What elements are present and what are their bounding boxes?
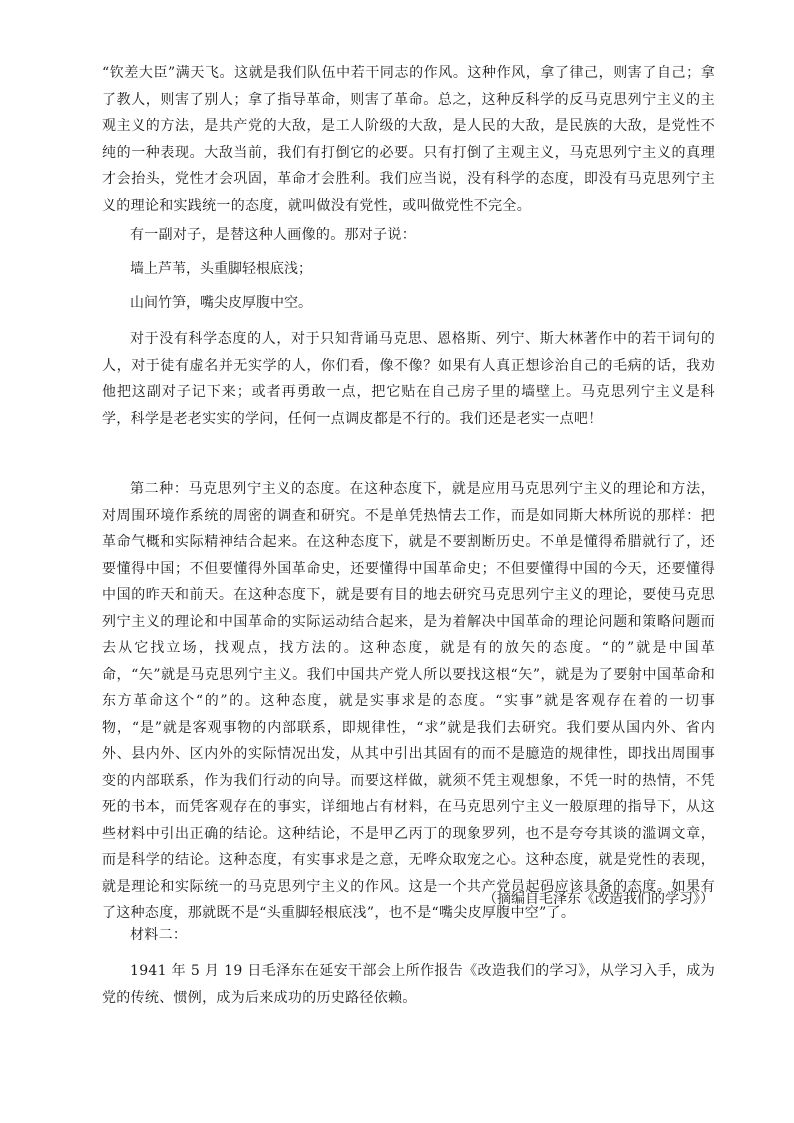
paragraph-subjectivism: “钦差大臣”满天飞。这就是我们队伍中若干同志的作风。这种作风，拿了律己，则害了自己；拿了教人，则害了别人；拿了指导革命，则害了革命。总之，这种反科学的反马克思列宁主义的主观主义的方法，是共产党的大敌，是工人阶级的大敌，是人民的大敌，是民族的大敌，是党性不纯的一种表现。大敌当前，我们有打倒它的必要。只有打倒了主观主义，马克思列宁主义的真理才会抬头，党性才会巩固，革命才会胜利。我们应当说，没有科学的态度，即没有马克思列宁主义的理论和实践统一的态度，就叫做没有党性，或叫做党性不完全。 [102,65,715,214]
paragraph-material-two: 1941 年 5 月 19 日毛泽东在延安干部会上所作报告《改造我们的学习》，从学习入手，成为党的传统、惯例，成为后来成功的历史路径依赖。 [102,963,715,1006]
paragraph-no-scientific-attitude: 对于没有科学态度的人，对于只知背诵马克思、恩格斯、列宁、斯大林著作中的若干词句的人，对于徒有虚名并无实学的人，你们看，像不像？如果有人真正想诊治自己的毛病的话，我劝他把这副对子记下来；或者再勇敢一点，把它贴在自己房子里的墙壁上。马克思列宁主义是科学，科学是老老实实的学问，任何一点调皮都是不行的。我们还是老实一点吧！ [102,331,715,427]
paragraph-marxist-attitude: 第二种：马克思列宁主义的态度。在这种态度下，就是应用马克思列宁主义的理论和方法，对周围环境作系统的周密的调查和研究。不是单凭热情去工作，而是如同斯大林所说的那样：把革命气概和实际精神结合起来。在这种态度下，就是不要割断历史。不单是懂得希腊就行了，还要懂得中国；不但要懂得外国革命史，还要懂得中国革命史；不但要懂得中国的今天，还要懂得中国的昨天和前天。在这种态度下，就是要有目的地去研究马克思列宁主义的理论，要使马克思列宁主义的理论和中国革命的实际运动结合起来，是为着解决中国革命的理论问题和策略问题而去从它找立场，找观点，找方法的。这种态度，就是有的放矢的态度。“的”就是中国革命，“矢”就是马克思列宁主义。我们中国共产党人所以要找这根“矢”，就是为了要射中国革命和东方革命这个“的”的。这种态度，就是实事求是的态度。“实事”就是客观存在着的一切事物，“是”就是客观事物的内部联系，即规律性，“求”就是我们去研究。我们要从国内外、省内外、县内外、区内外的实际情况出发，从其中引出其固有的而不是臆造的规律性，即找出周围事变的内部联系，作为我们行动的向导。而要这样做，就须不凭主观想象，不凭一时的热情，不凭死的书本，而凭客观存在的事实，详细地占有材料，在马克思列宁主义一般原理的指导下，从这些材料中引出正确的结论。这种结论，不是甲乙丙丁的现象罗列，也不是夸夸其谈的滥调文章，而是科学的结论。这种态度，有实事求是之意，无哗众取宠之心。这种态度，就是党性的表现，就是理论和实际统一的马克思列宁主义的作风。这是一个共产党员起码应该具备的态度。如果有了这种态度，那就既不是“头重脚轻根底浅”，也不是“嘴尖皮厚腹中空”了。 [102,481,715,921]
couplet-line-2: 山间竹笋，嘴尖皮厚腹中空。 [130,295,312,311]
couplet-line-1: 墙上芦苇，头重脚轻根底浅； [130,261,312,277]
paragraph-couplet-intro: 有一副对子，是替这种人画像的。那对子说： [130,227,416,243]
source-attribution: （摘编自毛泽东《改造我们的学习》） [483,891,714,907]
material-two-label: 材料二： [130,927,188,943]
